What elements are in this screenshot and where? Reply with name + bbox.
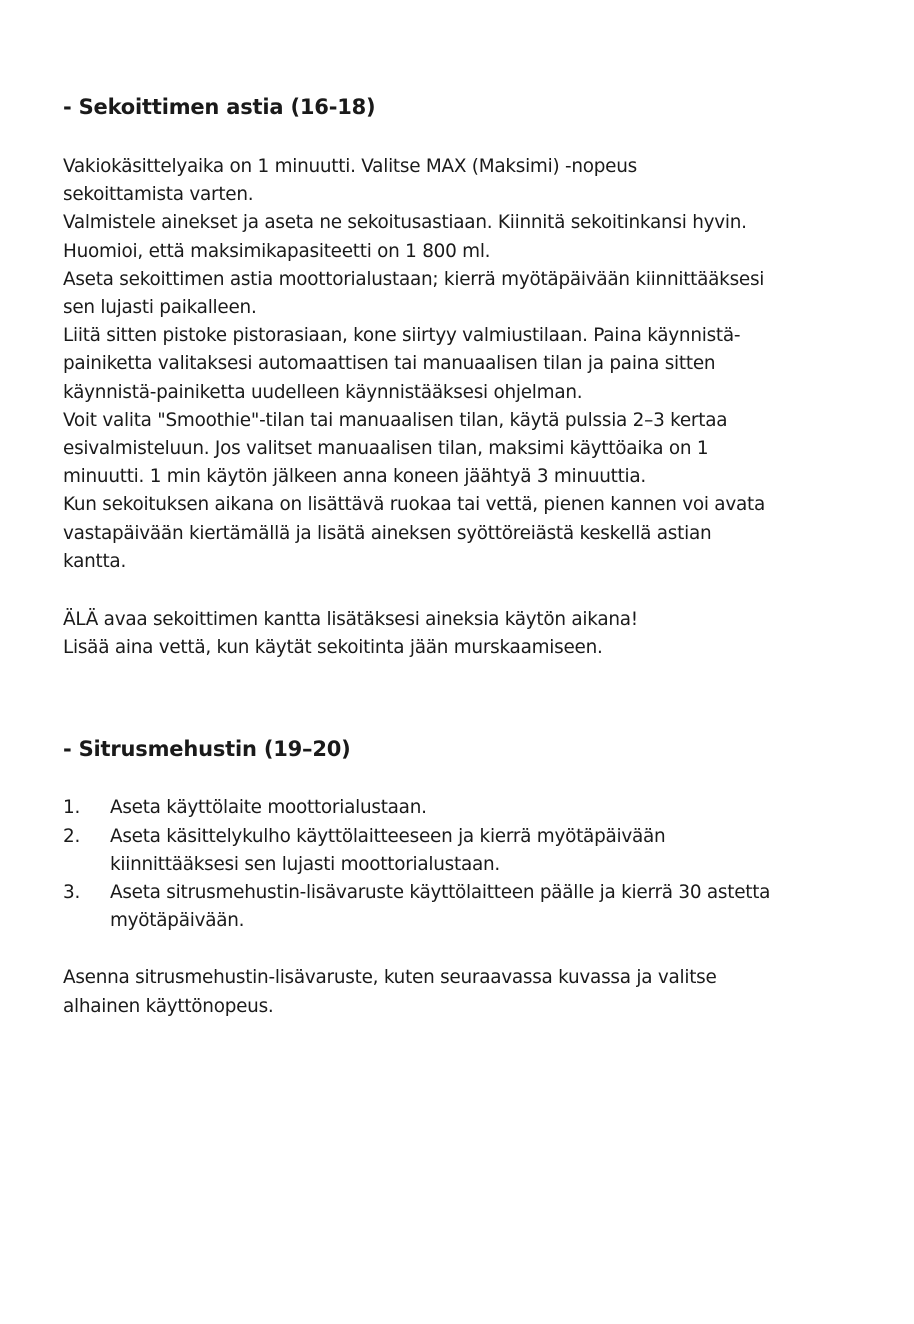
step-text [110,823,863,879]
blender-instructions [63,153,863,576]
text-line: Voit valita "Smoothie"-tilan tai manuaalisen tilan, käytä pulssia 2–3 kertaa [63,409,728,431]
text-line: alhainen käyttönopeus. [63,995,274,1017]
warning-line: Lisää aina vettä, kun käytät sekoitinta jään murskaamiseen. [63,637,603,659]
text-line: Vakiokäsittelyaika on 1 minuutti. Valitse MAX (Maksimi) -nopeus [63,156,637,177]
section-heading-blender-jar: - Sekoittimen astia (16-18) [63,95,376,119]
text-line: Valmistele ainekset ja aseta ne sekoitusastiaan. Kiinnitä sekoitinkansi hyvin. [63,212,747,234]
text-line: Aseta käyttölaite moottorialustaan. [110,797,427,819]
text-line: sekoittamista varten. [63,184,254,206]
step-number: 2. [63,825,81,847]
text-line: kantta. [63,550,127,572]
step-text [110,794,863,822]
text-line: Asenna sitrusmehustin-lisävaruste, kuten seuraavassa kuvassa ja valitse [63,967,717,989]
manual-page [63,92,863,1021]
text-line: Aseta sitrusmehustin-lisävaruste käyttölaitteen päälle ja kierrä 30 astetta [110,882,771,904]
list-item [63,794,863,822]
text-line: kiinnittääksesi sen lujasti moottorialustaan. [110,853,501,875]
list-item [63,879,863,935]
text-line: sen lujasti paikalleen. [63,297,257,319]
step-number: 1. [63,797,81,819]
text-line: Kun sekoituksen aikana on lisättävä ruokaa tai vettä, pienen kannen voi avata [63,494,765,516]
blender-warnings [63,606,863,662]
step-number: 3. [63,882,81,904]
text-line: Liitä sitten pistoke pistorasiaan, kone siirtyy valmiustilaan. Paina käynnistä- [63,325,741,347]
text-line: vastapäivään kiertämällä ja lisätä aineksen syöttöreiästä keskellä astian [63,522,712,544]
citrus-juicer-note [63,964,863,1020]
text-line: myötäpäivään. [110,910,245,932]
warning-line: ÄLÄ avaa sekoittimen kantta lisätäksesi aineksia käytön aikana! [63,609,638,631]
text-line: esivalmisteluun. Jos valitset manuaalisen tilan, maksimi käyttöaika on 1 [63,438,709,460]
text-line: Huomioi, että maksimikapasiteetti on 1 800 ml. [63,240,491,262]
text-line: Aseta sekoittimen astia moottorialustaan; kierrä myötäpäivään kiinnittääksesi [63,268,765,290]
text-line: minuutti. 1 min käytön jälkeen anna koneen jäähtyä 3 minuuttia. [63,466,647,488]
text-line: painiketta valitaksesi automaattisen tai manuaalisen tilan ja paina sitten [63,353,716,375]
step-text [110,879,863,935]
section-heading-citrus-juicer: - Sitrusmehustin (19–20) [63,737,351,762]
citrus-juicer-steps [63,794,863,935]
list-item [63,823,863,879]
text-line: Aseta käsittelykulho käyttölaitteeseen ja kierrä myötäpäivään [110,825,666,847]
text-line: käynnistä-painiketta uudelleen käynnistääksesi ohjelman. [63,381,583,403]
